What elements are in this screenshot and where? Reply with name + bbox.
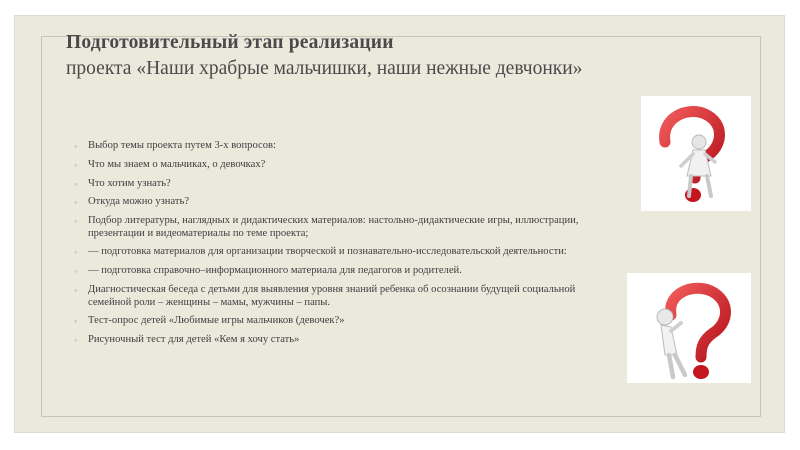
list-item-text: — подготовка справочно–информационного материала для педагогов и родителей. — [88, 265, 462, 277]
list-item-text: Что мы знаем о мальчиках, о девочках? — [88, 158, 266, 170]
list-item — [74, 196, 604, 209]
list-item-text: — подготовка материалов для организации творческой и познавательно-исследовательской деятельности: — [88, 246, 567, 258]
list-item — [74, 284, 604, 309]
question-mark-girl-illustration — [641, 96, 751, 211]
list-item — [74, 334, 604, 347]
bullet-icon: ◦ — [74, 197, 78, 208]
list-item — [74, 159, 604, 172]
list-item-text: Диагностическая беседа с детьми для выявления уровня знаний ребенка об осознании будущей социальной семейной роли – женщины – мамы, мужчины – папы. — [88, 284, 576, 308]
list-item-text: Что хотим узнать? — [88, 177, 171, 189]
bullet-icon: ◦ — [74, 178, 78, 189]
bullet-icon: ◦ — [74, 159, 78, 170]
bullet-icon: ◦ — [74, 285, 78, 296]
slide-title — [66, 30, 666, 82]
title-bold-line: Подготовительный этап реализации — [66, 32, 394, 53]
list-item — [74, 178, 604, 191]
list-item — [74, 246, 604, 259]
question-mark-boy-illustration — [627, 273, 751, 383]
title-subtitle: проекта «Наши храбрые мальчишки, наши нежные девчонки» — [66, 58, 583, 79]
list-item-text: Откуда можно узнать? — [88, 196, 190, 208]
bullet-icon: ◦ — [74, 335, 78, 346]
bullet-icon: ◦ — [74, 247, 78, 258]
list-item-text: Рисуночный тест для детей «Кем я хочу стать» — [88, 334, 300, 346]
list-item-text: Выбор темы проекта путем 3-х вопросов: — [88, 140, 276, 151]
bullet-icon: ◦ — [74, 216, 78, 227]
bullet-icon: ◦ — [74, 266, 78, 277]
list-item-text: Подбор литературы, наглядных и дидактических материалов: настольно-дидактические игры, иллюстрации, презентации и видеоматериалы по теме проекта; — [88, 215, 579, 239]
bullet-icon: ◦ — [74, 316, 78, 327]
bullet-list — [74, 140, 604, 353]
list-item — [74, 265, 604, 278]
question-boy-icon — [627, 273, 751, 383]
list-item — [74, 215, 604, 240]
bullet-icon: ◦ — [74, 141, 78, 151]
list-item — [74, 140, 604, 153]
question-girl-icon — [641, 96, 751, 211]
list-item — [74, 315, 604, 328]
list-item-text: Тест-опрос детей «Любимые игры мальчиков (девочек?» — [88, 315, 345, 327]
